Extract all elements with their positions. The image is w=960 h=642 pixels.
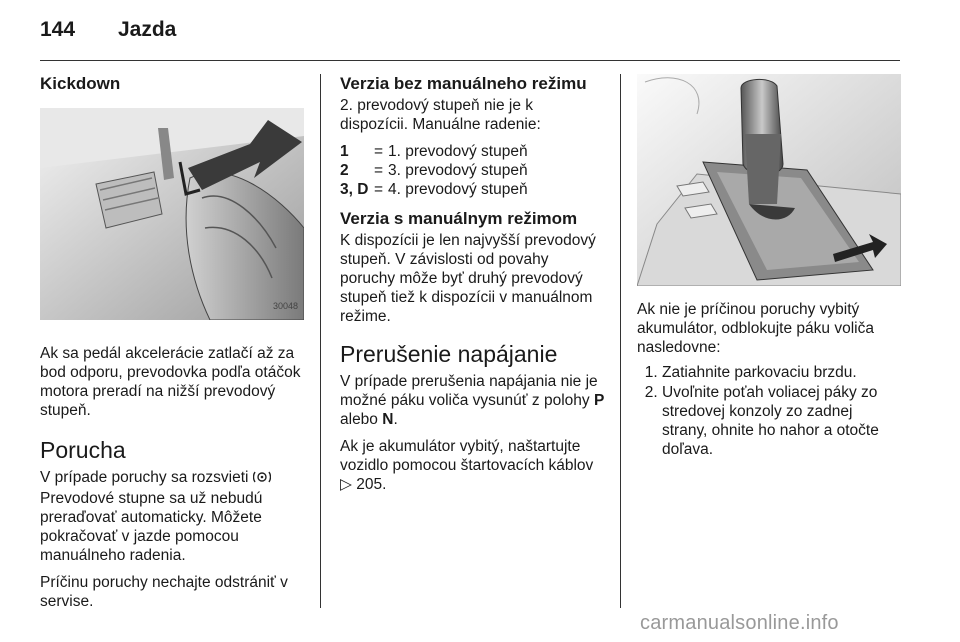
gear-eq: =	[374, 181, 384, 198]
header-rule	[40, 60, 900, 61]
power-text-b: Ak je akumulátor vybitý, naštartujte vozidlo pomocou štartovacích káblov	[340, 438, 594, 474]
gear-key: 1	[340, 143, 349, 160]
section-title: Jazda	[118, 18, 177, 41]
gearbox-warning-icon	[253, 470, 271, 489]
gear-value: 4. prevodový stupeň	[388, 181, 528, 198]
no-manual-heading: Verzia bez manuálneho režimu	[340, 74, 587, 93]
shifter-figure	[637, 74, 901, 286]
gear-table	[340, 142, 528, 199]
gear-value: 3. prevodový stupeň	[388, 162, 528, 179]
column-right	[637, 74, 902, 460]
pedal-illustration	[40, 108, 304, 320]
column-middle	[340, 74, 605, 494]
gear-lever-illustration	[637, 74, 901, 286]
power-paragraph-2	[340, 437, 605, 494]
page-header	[40, 18, 176, 42]
unlock-intro: Ak nie je príčinou poruchy vybitý akumulátor, odblokujte páku voliča nasledovne:	[637, 301, 874, 356]
kickdown-heading: Kickdown	[40, 74, 121, 93]
page-number: 144	[40, 18, 76, 41]
fault-paragraph	[40, 468, 310, 565]
kickdown-text: Ak sa pedál akcelerácie zatlačí až za bod odporu, prevodovka podľa otáčok motora preradí na nižší prevodový stupeň.	[40, 345, 301, 419]
manual-heading: Verzia s manuálnym režimom	[340, 209, 578, 228]
gear-eq: =	[374, 162, 384, 179]
figure-code: 30048	[272, 301, 298, 311]
column-divider	[620, 74, 621, 608]
list-item: 1. Zatiahnite parkovaciu brzdu.	[662, 363, 902, 382]
no-manual-text: 2. prevodový stupeň nie je k dispozícii. Manuálne radenie:	[340, 97, 541, 133]
page-ref: 205.	[356, 476, 387, 493]
gear-eq: =	[374, 143, 384, 160]
column-divider	[320, 74, 321, 608]
gear-key: 3, D	[340, 181, 369, 198]
gear-row	[340, 142, 528, 161]
power-paragraph: V prípade prerušenia napájania nie je možné páku voliča vysunúť z polohy P alebo N.	[340, 373, 605, 428]
column-left	[40, 74, 310, 611]
position-n: N	[382, 411, 394, 428]
kickdown-figure	[40, 108, 304, 320]
page-ref-icon: ▷	[340, 476, 352, 493]
gear-value: 1. prevodový stupeň	[388, 143, 528, 160]
unlock-steps	[637, 363, 902, 459]
gear-key: 2	[340, 162, 349, 179]
list-item: 2. Uvoľnite poťah voliacej páky zo stredovej konzoly zo zadnej strany, ohnite ho nahor a otočte doľava.	[662, 383, 902, 459]
fault-text: V prípade poruchy sa rozsvieti	[40, 469, 249, 486]
fault-text-2: Prevodové stupne sa už nebudú preraďovať automaticky. Môžete pokračovať v jazde pomocou manuálneho radenia.	[40, 490, 263, 564]
gear-row	[340, 180, 528, 199]
fault-service-text: Príčinu poruchy nechajte odstrániť v servise.	[40, 574, 288, 610]
fault-heading: Porucha	[40, 437, 126, 463]
position-p: P	[593, 392, 605, 409]
power-heading: Prerušenie napájanie	[340, 341, 558, 367]
watermark: carmanualsonline.info	[640, 612, 839, 634]
gear-row	[340, 161, 528, 180]
power-text-a: V prípade prerušenia napájania nie je možné páku voliča vysunúť z polohy	[340, 373, 598, 409]
manual-text: K dispozícii je len najvyšší prevodový stupeň. V závislosti od povahy poruchy môže byť druhý prevodový stupeň tiež k dispozícii v manuálnom režime.	[340, 232, 596, 325]
power-alebo: alebo	[340, 411, 378, 428]
